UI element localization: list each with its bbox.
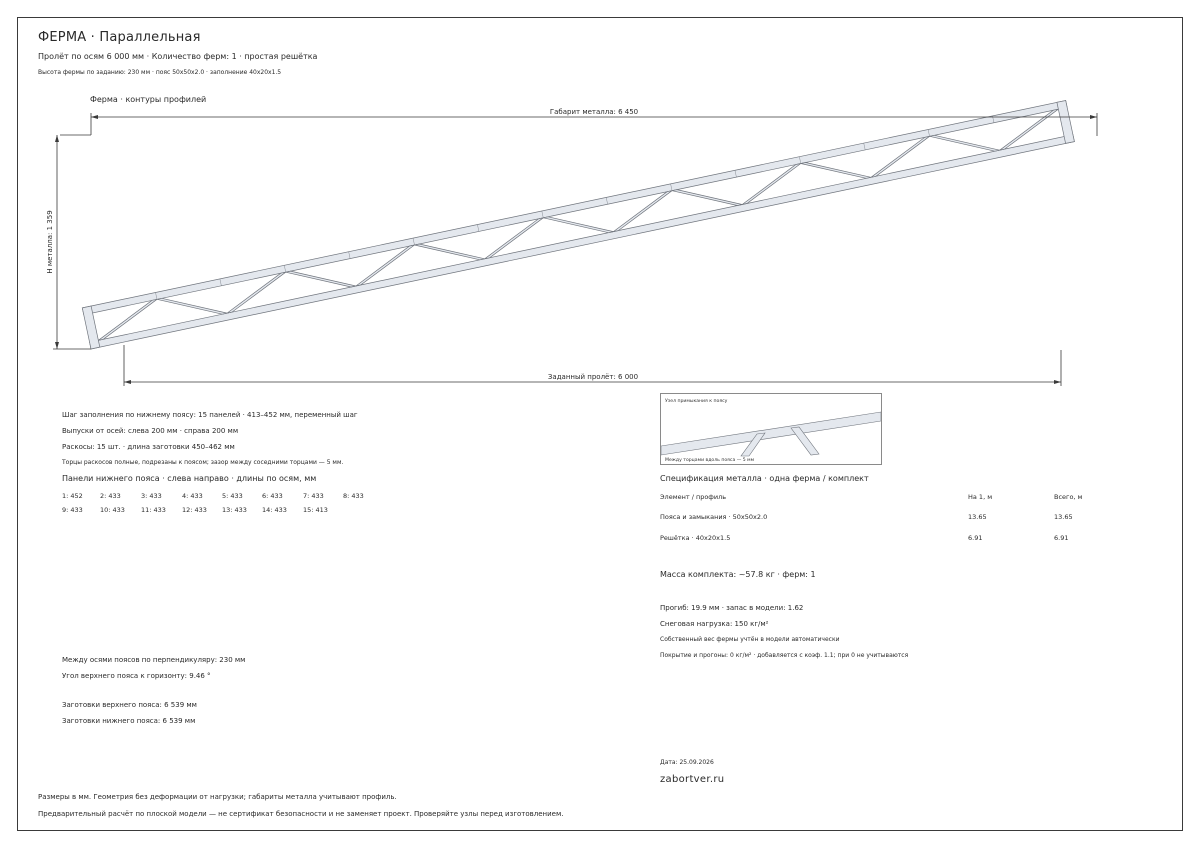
angle-info: Угол верхнего пояса к горизонту: 9.46 ° [62, 672, 211, 680]
arrow-top-left [91, 115, 98, 119]
panel-length-5: 5: 433 [222, 492, 243, 500]
axes-distance-info: Между осями поясов по перпендикуляру: 230 мм [62, 656, 246, 664]
panel-length-4: 4: 433 [182, 492, 203, 500]
spec-title: Спецификация металла · одна ферма / комплект [660, 474, 869, 483]
detail-label-bottom: Между торцами вдоль пояса — 5 мм [665, 458, 755, 463]
panel-length-6: 6: 433 [262, 492, 283, 500]
panel-length-1: 1: 452 [62, 492, 83, 500]
panel-length-8: 8: 433 [343, 492, 364, 500]
panel-length-2: 2: 433 [100, 492, 121, 500]
self-weight-info: Собственный вес фермы учтён в модели автоматически [660, 636, 840, 643]
spec-row-web-total: 6.91 [1054, 534, 1069, 542]
web-diagonal-12 [801, 163, 871, 179]
spec-col-element: Элемент / профиль [660, 493, 727, 501]
mass-info: Масса комплекта: ~57.8 кг · ферм: 1 [660, 570, 816, 579]
arrow-left-top [55, 135, 59, 142]
diagram-title: Ферма · контуры профилей [90, 95, 207, 104]
panels-title: Панели нижнего пояса · слева направо · длины по осям, мм [62, 474, 317, 483]
date-label: Дата: 25.09.2026 [660, 759, 714, 766]
spec-row-chords-per-one: 13.65 [968, 513, 987, 521]
braces-info: Раскосы: 15 шт. · длина заготовки 450–462 мм [62, 443, 235, 451]
dimension-lines [53, 113, 1097, 386]
pitch-info: Шаг заполнения по нижнему поясу: 15 панелей · 413–452 мм, переменный шаг [62, 411, 358, 419]
summary-line: Пролёт по осям 6 000 мм · Количество ферм: 1 · простая решётка [38, 52, 318, 61]
page-title: ФЕРМА · Параллельная [38, 30, 201, 45]
spec-col-total: Всего, м [1054, 493, 1083, 501]
bottom-chord [90, 135, 1075, 349]
panel-length-3: 3: 433 [141, 492, 162, 500]
panel-length-7: 7: 433 [303, 492, 324, 500]
panel-length-7: 15: 413 [303, 506, 328, 514]
snow-load-info: Снеговая нагрузка: 150 кг/м² [660, 620, 769, 628]
panel-length-3: 11: 433 [141, 506, 166, 514]
node-detail-drawing [661, 394, 881, 464]
spec-row-web-name: Решётка · 40x20x1.5 [660, 534, 731, 542]
spec-row-chords-total: 13.65 [1054, 513, 1073, 521]
spec-row-web-per-one: 6.91 [968, 534, 983, 542]
footer-note-2: Предварительный расчёт по плоской модели — не сертификат безопасности и не заменяет проект. Проверяйте узлы перед изготовлением. [38, 810, 564, 818]
panel-length-6: 14: 433 [262, 506, 287, 514]
web-diagonal-14 [930, 135, 1000, 151]
arrow-left-bottom [55, 342, 59, 349]
web-diagonal-4 [286, 271, 356, 287]
truss-members [82, 101, 1074, 350]
dim-left-label: Н металла: 1 359 [46, 210, 54, 274]
arrow-bottom-right [1054, 380, 1061, 384]
panel-length-5: 13: 433 [222, 506, 247, 514]
node-detail-inset [660, 393, 882, 465]
overhang-info: Выпуски от осей: слева 200 мм · справа 200 мм [62, 427, 239, 435]
spec-row-chords-name: Пояса и замыкания · 50x50x2.0 [660, 513, 768, 521]
arrow-top-right [1090, 115, 1097, 119]
end-post-right [1057, 101, 1075, 144]
bottom-blanks-info: Заготовки нижнего пояса: 6 539 мм [62, 717, 196, 725]
dim-top-label: Габарит металла: 6 450 [549, 108, 639, 116]
web-diagonal-8 [543, 217, 613, 233]
arrow-bottom-left [124, 380, 131, 384]
roofing-info: Покрытие и прогоны: 0 кг/м² · добавляется с коэф. 1.1; при 0 не учитываются [660, 652, 909, 659]
web-diagonal-6 [415, 244, 485, 260]
ends-note: Торцы раскосов полные, подрезаны к поясом; зазор между соседними торцами — 5 мм. [62, 459, 344, 466]
panel-length-2: 10: 433 [100, 506, 125, 514]
deflection-info: Прогиб: 19.9 мм · запас в модели: 1.62 [660, 604, 804, 612]
detail-chord [661, 412, 881, 455]
truss-diagram [0, 0, 1200, 400]
panel-length-1: 9: 433 [62, 506, 83, 514]
web-diagonal-10 [672, 190, 742, 206]
end-post-left [82, 306, 100, 349]
top-blanks-info: Заготовки верхнего пояса: 6 539 мм [62, 701, 197, 709]
panel-length-4: 12: 433 [182, 506, 207, 514]
spec-col-per-one: На 1, м [968, 493, 993, 501]
profile-line: Высота фермы по заданию: 230 мм · пояс 50x50x2.0 · заполнение 40x20x1.5 [38, 69, 282, 76]
dim-bottom-label: Заданный пролёт: 6 000 [547, 373, 639, 381]
footer-note-1: Размеры в мм. Геометрия без деформации от нагрузки; габариты металла учитывают профиль. [38, 793, 397, 801]
top-chord [82, 101, 1067, 315]
detail-label-top: Узел примыкания к поясу [665, 399, 728, 404]
dimension-arrows [55, 115, 1097, 384]
site-link[interactable]: zabortver.ru [660, 774, 725, 785]
web-diagonal-2 [157, 298, 227, 314]
